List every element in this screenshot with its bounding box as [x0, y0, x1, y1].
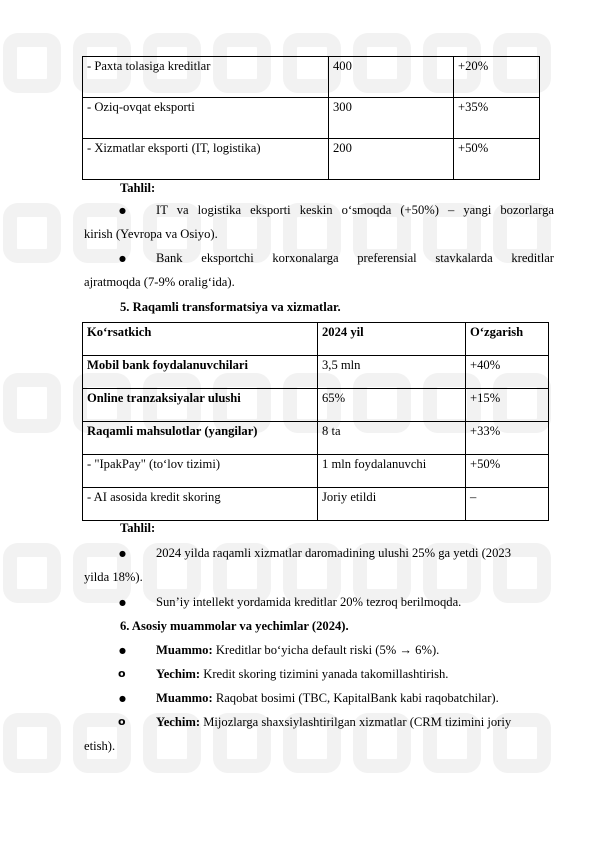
analysis-heading: Tahlil:	[120, 521, 156, 535]
table-cell: - AI asosida kredit skoring	[83, 488, 318, 521]
solution-item	[156, 666, 448, 682]
table-header: O‘zgarish	[466, 323, 549, 356]
item-label: Yechim:	[156, 715, 201, 729]
table-row	[83, 356, 549, 389]
table-cell: - Oziq-ovqat eksporti	[83, 98, 329, 139]
table-header: Ko‘rsatkich	[83, 323, 318, 356]
table-cell: Mobil bank foydalanuvchilari	[83, 356, 318, 389]
table-cell: - "IpakPay" (to‘lov tizimi)	[83, 455, 318, 488]
analysis-text: Bank eksportchi korxonalarga preferensial stavkalarda kreditlar	[156, 251, 554, 265]
table-cell: 3,5 mln	[318, 356, 466, 389]
table-row	[83, 389, 549, 422]
analysis-text: IT va logistika eksporti keskin o‘smoqda (+50%) – yangi bozorlarga	[156, 203, 554, 217]
table-cell: +50%	[466, 455, 549, 488]
bullet-icon: ●	[119, 254, 126, 263]
bullet-icon: ●	[119, 549, 126, 558]
analysis-text: ajratmoqda (7-9% oralig‘ida).	[84, 275, 235, 289]
item-text: Kredit skoring tizimini yanada takomillashtirish.	[200, 667, 449, 681]
item-text: Raqobat bosimi (TBC, KapitalBank kabi raqobatchilar).	[212, 691, 499, 705]
analysis-text: kirish (Yevropa va Osiyo).	[84, 227, 218, 241]
table-cell: +50%	[454, 139, 540, 180]
table-cell: 65%	[318, 389, 466, 422]
analysis-heading: Tahlil:	[120, 181, 156, 195]
table-cell: –	[466, 488, 549, 521]
circle-bullet-icon: o	[118, 667, 126, 680]
table-cell: - Xizmatlar eksporti (IT, logistika)	[83, 139, 329, 180]
table-cell: Joriy etildi	[318, 488, 466, 521]
table-cell: +15%	[466, 389, 549, 422]
solution-item	[156, 714, 511, 730]
table-header-row	[83, 323, 549, 356]
table-cell: Online tranzaksiyalar ulushi	[83, 389, 318, 422]
table-cell: 200	[329, 139, 454, 180]
analysis-text: Sun’iy intellekt yordamida kreditlar 20% tezroq berilmoqda.	[156, 595, 462, 609]
table-row	[83, 98, 540, 139]
bullet-icon: ●	[119, 694, 126, 703]
digital-transformation-table	[82, 322, 549, 521]
section-title: 5. Raqamli transformatsiya va xizmatlar.	[120, 300, 341, 314]
table-cell: - Paxta tolasiga kreditlar	[83, 57, 329, 98]
table-cell: +35%	[454, 98, 540, 139]
table-cell: 300	[329, 98, 454, 139]
item-label: Yechim:	[156, 667, 201, 681]
table-row	[83, 422, 549, 455]
table-cell: +40%	[466, 356, 549, 389]
table-row	[83, 488, 549, 521]
problem-item	[156, 690, 499, 706]
section-title: 6. Asosiy muammolar va yechimlar (2024).	[120, 619, 349, 633]
table-cell: 400	[329, 57, 454, 98]
item-text: Mijozlarga shaxsiylashtirilgan xizmatlar (CRM tizimini joriy	[200, 715, 512, 729]
table-cell: +20%	[454, 57, 540, 98]
table-row	[83, 139, 540, 180]
problem-item	[156, 642, 439, 658]
bullet-icon: ●	[119, 646, 126, 655]
table-row	[83, 57, 540, 98]
table-row	[83, 455, 549, 488]
table-cell: +33%	[466, 422, 549, 455]
item-text: Kreditlar bo‘yicha default riski (5% → 6%).	[212, 643, 440, 657]
item-label: Muammo:	[156, 643, 213, 657]
bullet-icon: ●	[119, 598, 126, 607]
circle-bullet-icon: o	[118, 715, 126, 728]
analysis-text: 2024 yilda raqamli xizmatlar daromadining ulushi 25% ga yetdi (2023	[156, 546, 511, 560]
analysis-text: yilda 18%).	[84, 570, 143, 584]
table-cell: 8 ta	[318, 422, 466, 455]
table-cell: Raqamli mahsulotlar (yangilar)	[83, 422, 318, 455]
bullet-icon: ●	[119, 206, 126, 215]
table-cell: 1 mln foydalanuvchi	[318, 455, 466, 488]
solution-item-continued: etish).	[84, 739, 116, 753]
table-header: 2024 yil	[318, 323, 466, 356]
export-credits-table	[82, 56, 540, 180]
item-label: Muammo:	[156, 691, 213, 705]
